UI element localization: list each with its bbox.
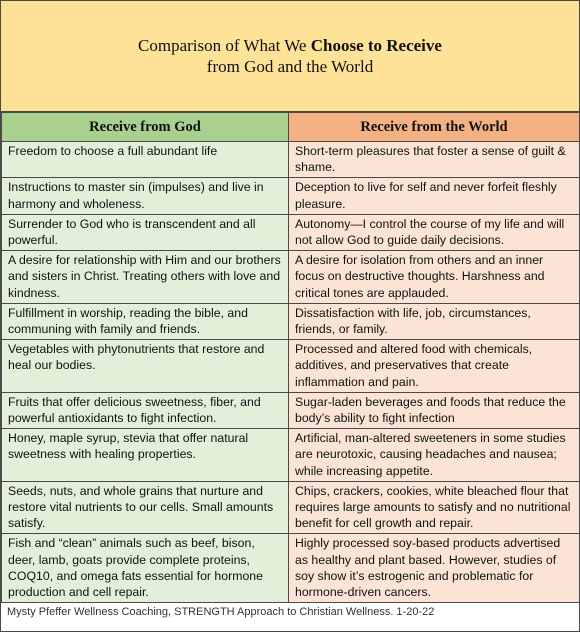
- title-box: [1, 1, 579, 112]
- table-row: [2, 303, 580, 339]
- table-row: [2, 429, 580, 482]
- table-row: [2, 481, 580, 534]
- god-cell: Fruits that offer delicious sweetness, fiber, and powerful antioxidants to fight infection.: [2, 392, 289, 428]
- world-cell: Highly processed soy-based products advertised as healthy and plant based. However, studies of soy show it’s estrogenic and problematic for hormone-driven cancers.: [289, 534, 580, 603]
- column-header-world: Receive from the World: [289, 113, 580, 142]
- title-prefix: Comparison of What We: [138, 36, 311, 55]
- god-cell: Vegetables with phytonutrients that restore and heal our bodies.: [2, 340, 289, 393]
- title-line-1: [138, 35, 442, 56]
- table-row: [2, 142, 580, 178]
- god-cell: A desire for relationship with Him and our brothers and sisters in Christ. Treating others with love and kindness.: [2, 251, 289, 304]
- world-cell: Dissatisfaction with life, job, circumstances, friends, or family.: [289, 303, 580, 339]
- title-line-2: from God and the World: [206, 57, 374, 76]
- table-row: [2, 178, 580, 214]
- god-cell: Fish and “clean” animals such as beef, bison, deer, lamb, goats provide complete proteins, COQ10, and omega fats essential for hormone production and cell repair.: [2, 534, 289, 603]
- footer-credit: Mysty Pfeffer Wellness Coaching, STRENGTH Approach to Christian Wellness. 1-20-22: [7, 606, 435, 619]
- world-cell: Processed and altered food with chemicals, additives, and preservatives that create inflammation and pain.: [289, 340, 580, 393]
- god-cell: Fulfillment in worship, reading the bible, and communing with family and friends.: [2, 303, 289, 339]
- world-cell: Deception to live for self and never forfeit fleshly pleasure.: [289, 178, 580, 214]
- header-row: [2, 113, 580, 142]
- world-cell: Short-term pleasures that foster a sense of guilt & shame.: [289, 142, 580, 178]
- comparison-table: [1, 112, 580, 603]
- world-cell: Autonomy—I control the course of my life and will not allow God to guide daily decisions.: [289, 214, 580, 250]
- table-row: [2, 251, 580, 304]
- world-cell: Artificial, man-altered sweeteners in some studies are neurotoxic, causing headaches and nausea; while increasing appetite.: [289, 429, 580, 482]
- god-cell: Seeds, nuts, and whole grains that nurture and restore vital nutrients to our cells. Small amounts satisfy.: [2, 481, 289, 534]
- table-row: [2, 392, 580, 428]
- god-cell: Surrender to God who is transcendent and all powerful.: [2, 214, 289, 250]
- table-row: [2, 340, 580, 393]
- world-cell: A desire for isolation from others and an inner focus on destructive thoughts. Harshness and critical tones are applauded.: [289, 251, 580, 304]
- world-cell: Chips, crackers, cookies, white bleached flour that requires large amounts to satisfy and no nutritional benefit for cell growth and repair.: [289, 481, 580, 534]
- column-header-god: Receive from God: [2, 113, 289, 142]
- world-cell: Sugar-laden beverages and foods that reduce the body’s ability to fight infection: [289, 392, 580, 428]
- god-cell: Honey, maple syrup, stevia that offer natural sweetness with healing properties.: [2, 429, 289, 482]
- title-emphasis: Choose to Receive: [310, 36, 442, 55]
- god-cell: Freedom to choose a full abundant life: [2, 142, 289, 178]
- god-cell: Instructions to master sin (impulses) and live in harmony and wholeness.: [2, 178, 289, 214]
- table-row: [2, 534, 580, 603]
- table-row: [2, 214, 580, 250]
